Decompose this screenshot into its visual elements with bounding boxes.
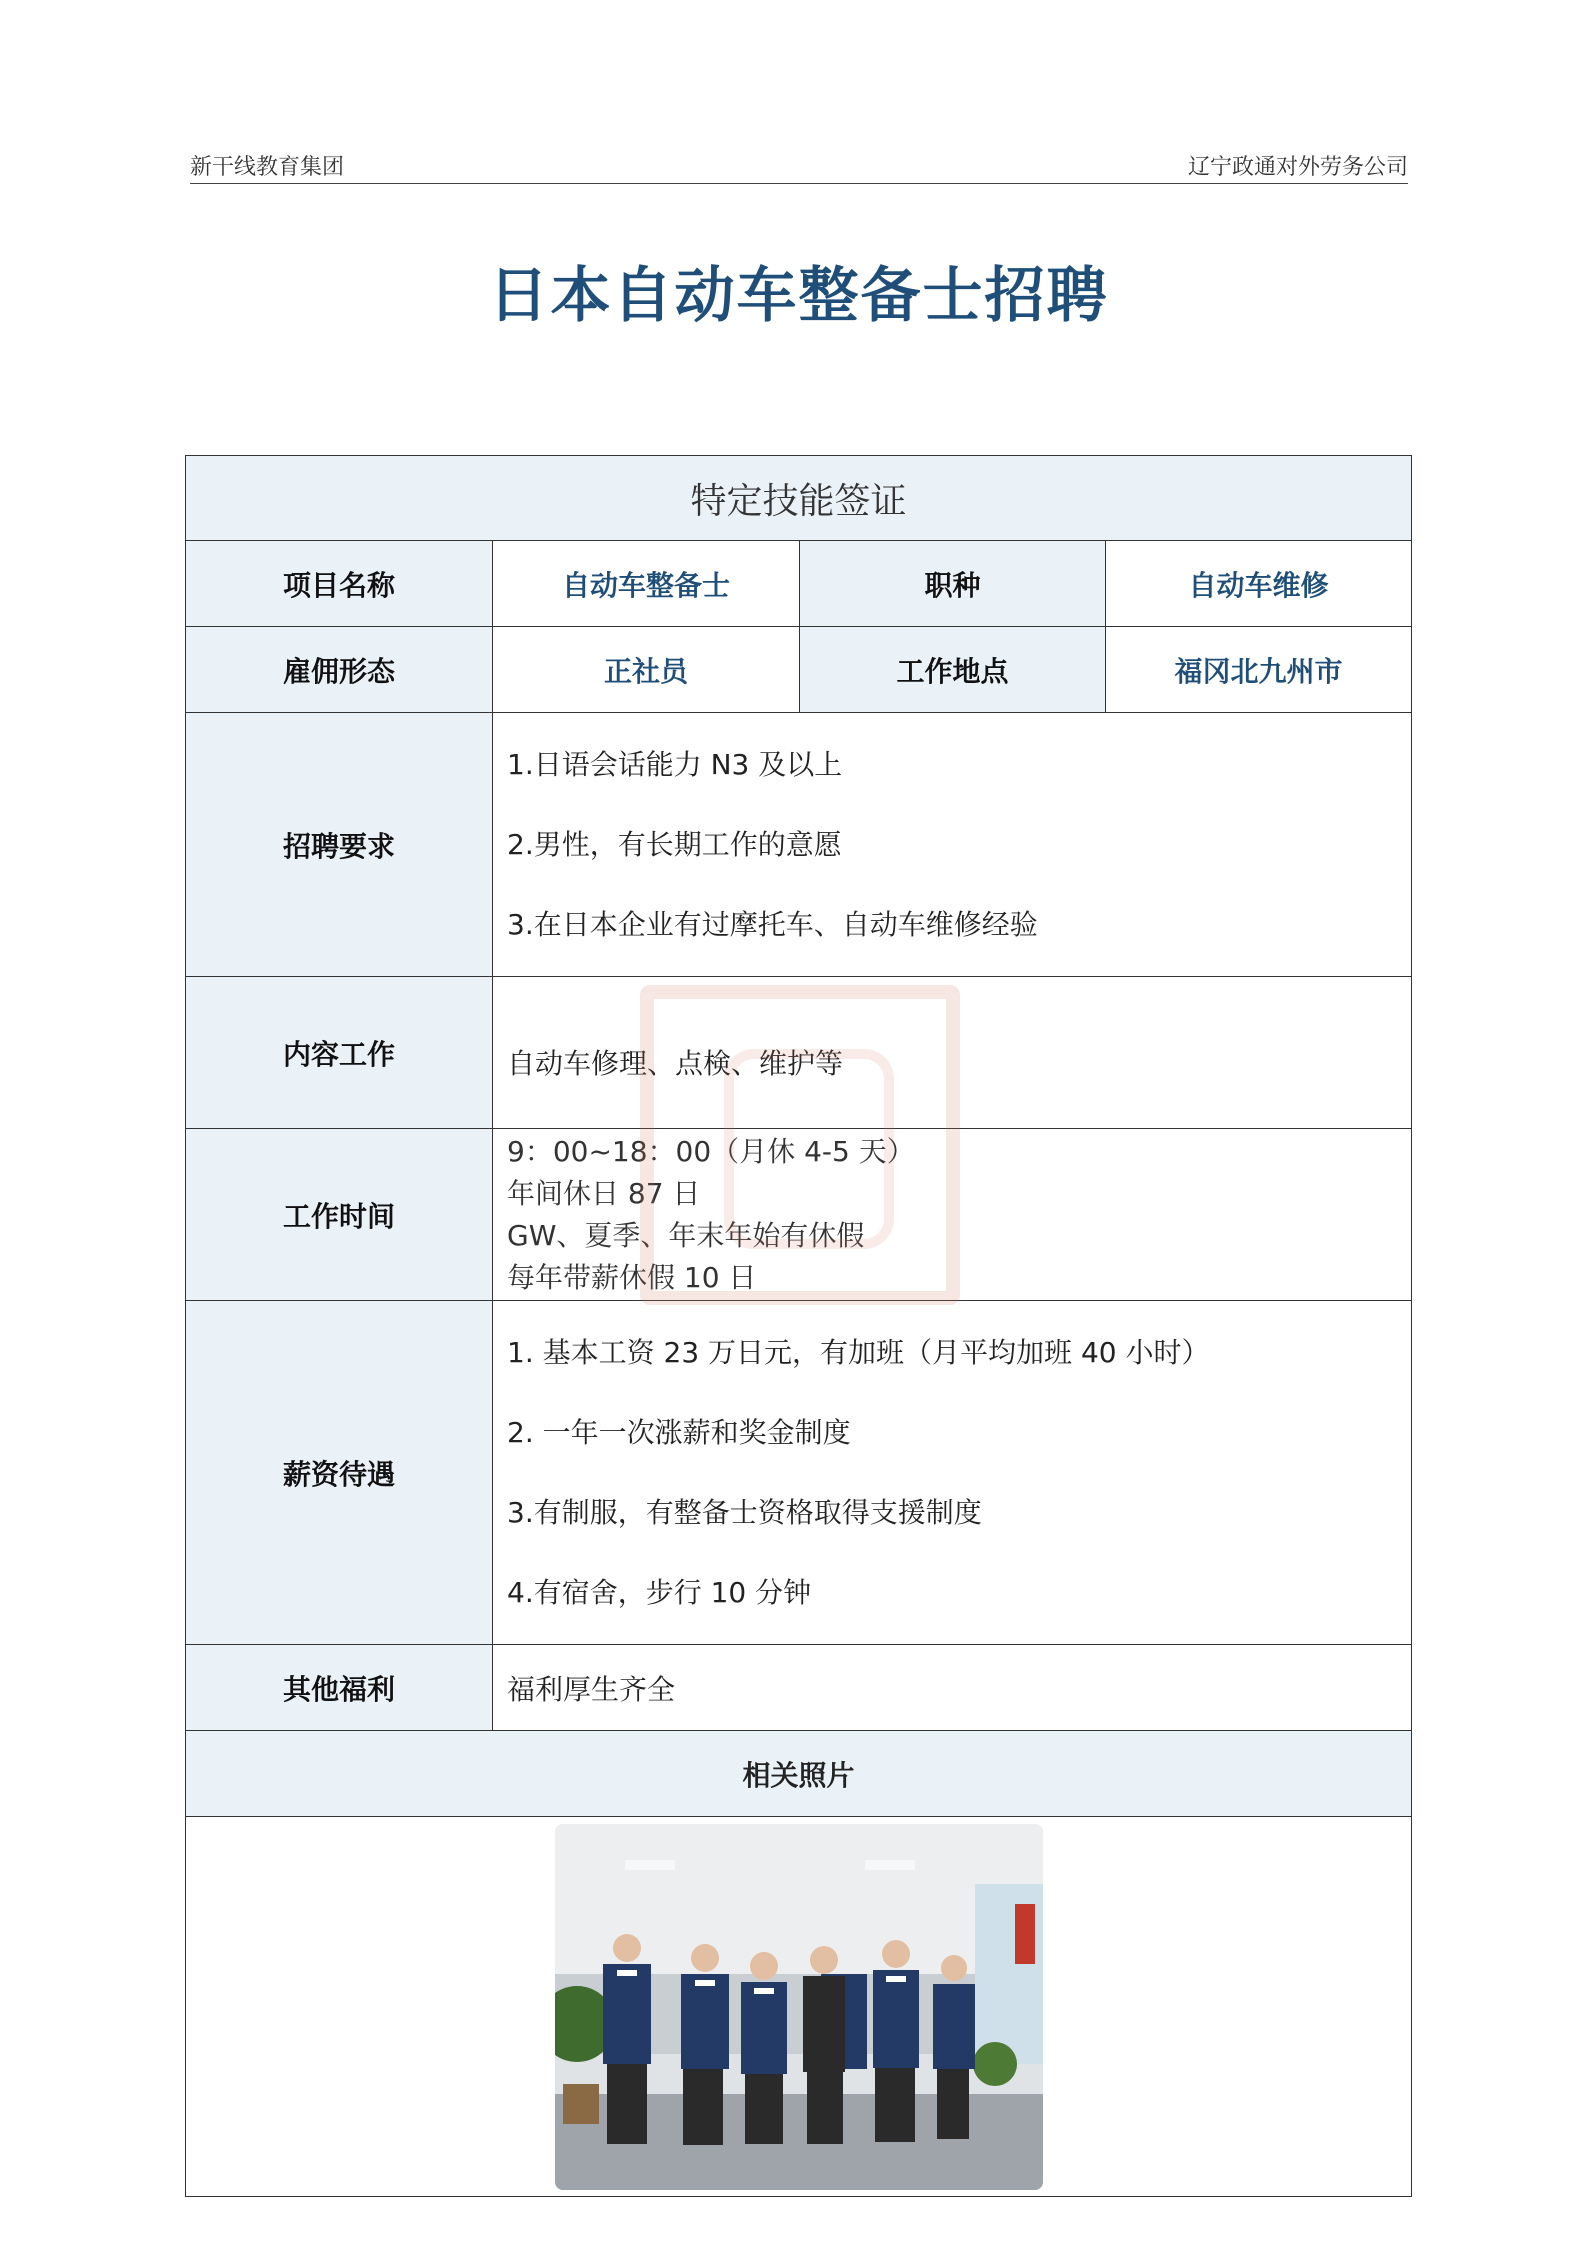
visa-type: 特定技能签证 (186, 456, 1412, 541)
salary-item: 1. 基本工资 23 万日元，有加班（月平均加班 40 小时） (507, 1335, 1210, 1369)
hours-row (186, 1129, 1412, 1301)
page-title: 日本自动车整备士招聘 (488, 261, 1109, 331)
hours-item: 年间休日 87 日 (507, 1176, 701, 1210)
page-header (190, 148, 1408, 184)
project-label: 项目名称 (186, 541, 493, 627)
photo-row (186, 1817, 1412, 2197)
employment-label: 雇佣形态 (186, 627, 493, 713)
visa-row (186, 456, 1412, 541)
requirements-list (493, 713, 1412, 977)
requirements-label: 招聘要求 (186, 713, 493, 977)
location-value: 福冈北九州市 (1106, 627, 1412, 713)
employment-value: 正社员 (493, 627, 800, 713)
job-label: 职种 (800, 541, 1106, 627)
photo-cell (186, 1817, 1412, 2197)
hours-label: 工作时间 (186, 1129, 493, 1301)
photo-section-title: 相关照片 (186, 1731, 1412, 1817)
salary-label: 薪资待遇 (186, 1301, 493, 1645)
employment-row (186, 627, 1412, 713)
requirements-row (186, 713, 1412, 977)
requirement-item: 2.男性，有长期工作的意愿 (507, 827, 842, 861)
project-value: 自动车整备士 (493, 541, 800, 627)
salary-list (493, 1301, 1412, 1645)
hours-list (493, 1129, 1412, 1301)
welfare-row (186, 1645, 1412, 1731)
team-photo (555, 1824, 1043, 2190)
header-company-left: 新干线教育集团 (190, 155, 345, 180)
requirement-item: 1.日语会话能力 N3 及以上 (507, 747, 843, 781)
location-label: 工作地点 (800, 627, 1106, 713)
welfare-label: 其他福利 (186, 1645, 493, 1731)
salary-item: 3.有制服，有整备士资格取得支援制度 (507, 1495, 982, 1529)
content-row (186, 977, 1412, 1129)
job-table (185, 455, 1412, 2197)
salary-row (186, 1301, 1412, 1645)
content-value: 自动车修理、点検、维护等 (493, 977, 1412, 1129)
header-company-right: 辽宁政通对外劳务公司 (1187, 155, 1408, 180)
content-label: 内容工作 (186, 977, 493, 1129)
salary-item: 2. 一年一次涨薪和奖金制度 (507, 1415, 851, 1449)
welfare-value: 福利厚生齐全 (493, 1645, 1412, 1731)
requirement-item: 3.在日本企业有过摩托车、自动车维修经验 (507, 907, 1038, 941)
hours-item: 每年带薪休假 10 日 (507, 1260, 757, 1294)
job-value: 自动车维修 (1106, 541, 1412, 627)
hours-item: 9：00~18：00（月休 4-5 天） (507, 1134, 915, 1168)
hours-item: GW、夏季、年末年始有休假 (507, 1218, 865, 1252)
project-row (186, 541, 1412, 627)
salary-item: 4.有宿舍，步行 10 分钟 (507, 1575, 812, 1609)
photo-title-row (186, 1731, 1412, 1817)
